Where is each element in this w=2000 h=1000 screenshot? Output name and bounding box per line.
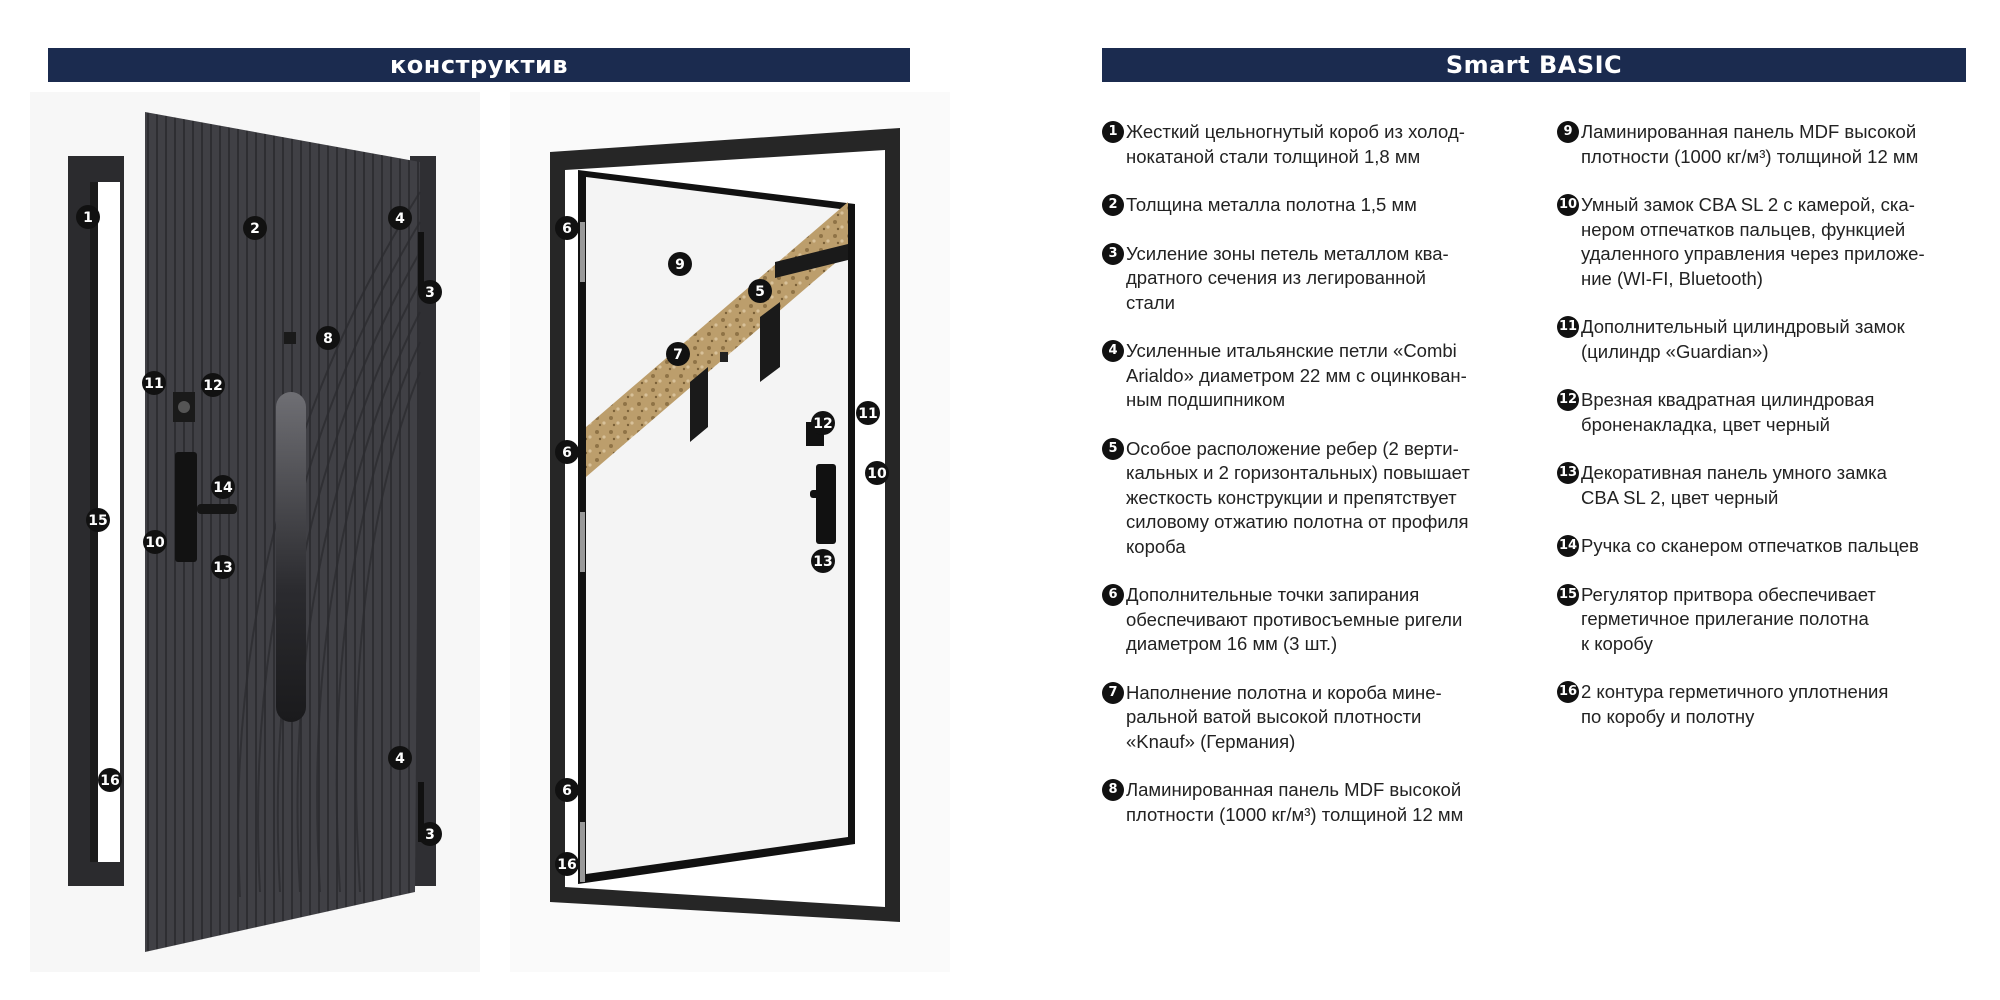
marker <box>555 778 579 802</box>
feature-number: 11 <box>1557 316 1579 338</box>
section-header-construction: конструктив <box>48 48 910 82</box>
svg-text:13: 13 <box>813 554 833 570</box>
svg-text:11: 11 <box>144 376 164 392</box>
feature-item <box>1557 461 1977 510</box>
marker <box>388 746 412 770</box>
feature-item <box>1557 583 1977 657</box>
feature-number: 7 <box>1102 682 1124 704</box>
svg-text:3: 3 <box>425 285 435 301</box>
svg-text:6: 6 <box>562 445 572 461</box>
feature-text: Ламинированная панель MDF высокой плотности (1000 кг/м³) толщиной 12 мм <box>1126 779 1464 825</box>
feature-number: 5 <box>1102 438 1124 460</box>
marker <box>856 401 880 425</box>
feature-number: 10 <box>1557 194 1579 216</box>
feature-number: 16 <box>1557 681 1579 703</box>
feature-text: Наполнение полотна и короба мине- ральной ватой высокой плотности «Knauf» (Германия) <box>1126 681 1442 752</box>
marker <box>143 530 167 554</box>
camera-eye <box>284 332 296 344</box>
marker <box>211 475 235 499</box>
feature-text: Жесткий цельногнутый короб из холод- нокатаной стали толщиной 1,8 мм <box>1126 121 1465 167</box>
smart-lock-panel <box>175 452 197 562</box>
marker <box>811 549 835 573</box>
svg-text:4: 4 <box>395 751 405 767</box>
marker <box>86 508 110 532</box>
svg-text:16: 16 <box>100 773 120 789</box>
marker <box>748 279 772 303</box>
svg-text:7: 7 <box>673 347 683 363</box>
peephole <box>720 352 728 362</box>
feature-number: 9 <box>1557 121 1579 143</box>
feature-item <box>1557 193 1977 291</box>
feature-text: Умный замок CBA SL 2 с камерой, ска- нером отпечатков пальцев, функцией удаленного управления через приложе- ние (WI-FI, Bluetooth) <box>1581 194 1925 289</box>
svg-text:16: 16 <box>557 857 577 873</box>
svg-text:10: 10 <box>145 535 165 551</box>
feature-text: Дополнительные точки запирания обеспечивают противосъемные ригели диаметром 16 мм (3 шт.) <box>1126 584 1463 654</box>
marker <box>418 280 442 304</box>
marker <box>811 411 835 435</box>
svg-text:4: 4 <box>395 211 405 227</box>
feature-item <box>1102 778 1522 827</box>
feature-number: 2 <box>1102 194 1124 216</box>
feature-text: Ручка со сканером отпечатков пальцев <box>1581 535 1919 556</box>
feature-text: Усиление зоны петель металлом ква- дратного сечения из легированной стали <box>1126 242 1449 313</box>
feature-number: 12 <box>1557 389 1579 411</box>
feature-text: 2 контура герметичного уплотнения по коробу и полотну <box>1581 681 1889 727</box>
marker <box>865 461 889 485</box>
marker <box>76 205 100 229</box>
svg-text:8: 8 <box>323 331 333 347</box>
feature-item <box>1102 583 1522 657</box>
feature-text: Дополнительный цилиндровый замок (цилиндр «Guardian») <box>1581 316 1905 362</box>
feature-item <box>1102 681 1522 755</box>
feature-list-column-1 <box>1102 120 1522 851</box>
marker <box>388 206 412 230</box>
door-glass <box>276 392 306 722</box>
svg-text:2: 2 <box>250 221 260 237</box>
marker <box>666 342 690 366</box>
feature-text: Врезная квадратная цилиндровая броненакладка, цвет черный <box>1581 389 1875 435</box>
marker <box>98 768 122 792</box>
svg-text:10: 10 <box>867 466 887 482</box>
feature-item <box>1557 388 1977 437</box>
marker <box>201 373 225 397</box>
feature-number: 14 <box>1557 535 1579 557</box>
feature-item <box>1557 534 1977 559</box>
svg-text:3: 3 <box>425 827 435 843</box>
marker <box>243 216 267 240</box>
svg-text:14: 14 <box>213 480 233 496</box>
marker <box>668 252 692 276</box>
section-header-model: Smart BASIC <box>1102 48 1966 82</box>
feature-number: 6 <box>1102 584 1124 606</box>
feature-item <box>1102 242 1522 316</box>
feature-text: Ламинированная панель MDF высокой плотности (1000 кг/м³) толщиной 12 мм <box>1581 121 1919 167</box>
marker <box>555 216 579 240</box>
svg-text:13: 13 <box>213 560 233 576</box>
svg-text:12: 12 <box>813 416 833 432</box>
feature-item <box>1557 120 1977 169</box>
feature-list-column-2 <box>1557 120 1977 753</box>
marker <box>418 822 442 846</box>
svg-text:11: 11 <box>858 406 878 422</box>
svg-text:1: 1 <box>83 210 93 226</box>
feature-item <box>1557 680 1977 729</box>
feature-text: Усиленные итальянские петли «Combi Arialdo» диаметром 22 мм с оцинкован- ным подшипником <box>1126 340 1467 410</box>
feature-number: 13 <box>1557 462 1579 484</box>
svg-text:5: 5 <box>755 284 765 300</box>
feature-item <box>1102 193 1522 218</box>
feature-number: 4 <box>1102 340 1124 362</box>
feature-item <box>1557 315 1977 364</box>
feature-item <box>1102 120 1522 169</box>
smart-lock-panel <box>816 464 836 544</box>
feature-item <box>1102 437 1522 560</box>
feature-text: Декоративная панель умного замка CBA SL 2, цвет черный <box>1581 462 1887 508</box>
feature-number: 15 <box>1557 584 1579 606</box>
marker <box>555 440 579 464</box>
svg-text:6: 6 <box>562 783 572 799</box>
marker <box>316 326 340 350</box>
feature-text: Регулятор притвора обеспечивает герметичное прилегание полотна к коробу <box>1581 583 1876 654</box>
feature-number: 1 <box>1102 121 1124 143</box>
feature-text: Особое расположение ребер (2 верти- кальных и 2 горизонтальных) повышает жесткость конструкции и препятствует силовому отжатию полотна от профиля короба <box>1126 437 1470 557</box>
feature-number: 8 <box>1102 779 1124 801</box>
door-inside-illustration <box>510 92 950 972</box>
svg-text:12: 12 <box>203 378 223 394</box>
marker <box>211 555 235 579</box>
svg-text:15: 15 <box>88 513 108 529</box>
feature-text: Толщина металла полотна 1,5 мм <box>1126 194 1417 215</box>
svg-text:9: 9 <box>675 257 685 273</box>
feature-number: 3 <box>1102 243 1124 265</box>
marker <box>555 852 579 876</box>
marker <box>142 371 166 395</box>
door-outside-illustration <box>30 92 480 972</box>
svg-text:6: 6 <box>562 221 572 237</box>
feature-item <box>1102 339 1522 413</box>
